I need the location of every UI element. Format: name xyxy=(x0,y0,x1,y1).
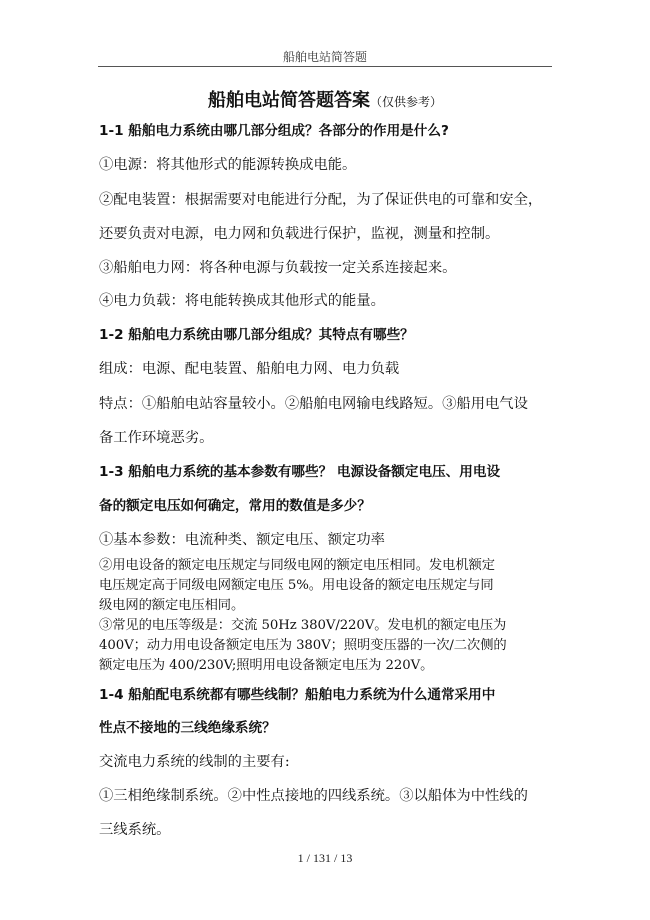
answer-3-item-1: ①基本参数：电流种类、额定电压、额定功率 xyxy=(99,532,385,548)
question-4-line-2: 性点不接地的三线绝缘系统？ xyxy=(99,720,276,736)
answer-2-features-line-2: 备工作环境恶劣。 xyxy=(99,430,214,446)
answer-4-intro: 交流电力系统的线制的主要有: xyxy=(99,754,290,770)
answer-3-item-2-line-2: 电压规定高于同级电网额定电压 5%。用电设备的额定电压规定与同 xyxy=(99,578,494,593)
title-note: （仅供参考） xyxy=(369,95,442,109)
answer-2-features-line-1: 特点：①船舶电站容量较小。②船舶电网输电线路短。③船用电气设 xyxy=(99,396,528,412)
answer-1-item-2-line-1: ②配电装置：根据需要对电能进行分配，为了保证供电的可靠和安全， xyxy=(99,192,543,208)
document-title xyxy=(0,86,650,112)
answer-2-composition: 组成：电源、配电装置、船舶电力网、电力负载 xyxy=(99,361,400,377)
answer-3-item-3-line-1: ③常见的电压等级是：交流 50Hz 380V/220V。发电机的额定电压为 xyxy=(99,618,507,633)
answer-1-item-1: ①电源：将其他形式的能源转换成电能。 xyxy=(99,157,357,173)
question-1: 1-1 船舶电力系统由哪几部分组成？各部分的作用是什么? xyxy=(99,123,449,139)
page-number: 1 / 131 / 13 xyxy=(297,851,353,865)
answer-3-item-3-line-3: 额定电压为 400/230V;照明用电设备额定电压为 220V。 xyxy=(99,658,434,673)
answer-1-item-4: ④电力负载：将电能转换成其他形式的能量。 xyxy=(99,293,385,309)
answer-3-item-3-line-2: 400V；动力用电设备额定电压为 380V；照明变压器的一次/二次侧的 xyxy=(99,638,507,653)
question-2: 1-2 船舶电力系统由哪几部分组成？其特点有哪些？ xyxy=(99,327,414,343)
running-header: 船舶电站简答题 xyxy=(282,50,367,64)
answer-3-item-2-line-1: ②用电设备的额定电压规定与同级电网的额定电压相同。发电机额定 xyxy=(99,558,495,573)
question-4-line-1: 1-4 船舶配电系统都有哪些线制？船舶电力系统为什么通常采用中 xyxy=(99,687,496,703)
answer-4-systems-line-2: 三线系统。 xyxy=(99,822,171,838)
header-rule xyxy=(98,66,552,67)
answer-4-systems-line-1: ①三相绝缘制系统。②中性点接地的四线系统。③以船体为中性线的 xyxy=(99,788,528,804)
answer-1-item-3: ③船舶电力网：将各种电源与负载按一定关系连接起来。 xyxy=(99,260,457,276)
answer-1-item-2-line-2: 还要负责对电源，电力网和负载进行保护，监视，测量和控制。 xyxy=(99,226,500,242)
answer-3-item-2-line-3: 级电网的额定电压相同。 xyxy=(99,598,245,613)
question-3-line-1: 1-3 船舶电力系统的基本参数有哪些？ 电源设备额定电压、用电设 xyxy=(99,464,501,480)
title-main: 船舶电站简答题答案 xyxy=(207,90,370,111)
question-3-line-2: 备的额定电压如何确定，常用的数值是多少？ xyxy=(99,498,371,514)
